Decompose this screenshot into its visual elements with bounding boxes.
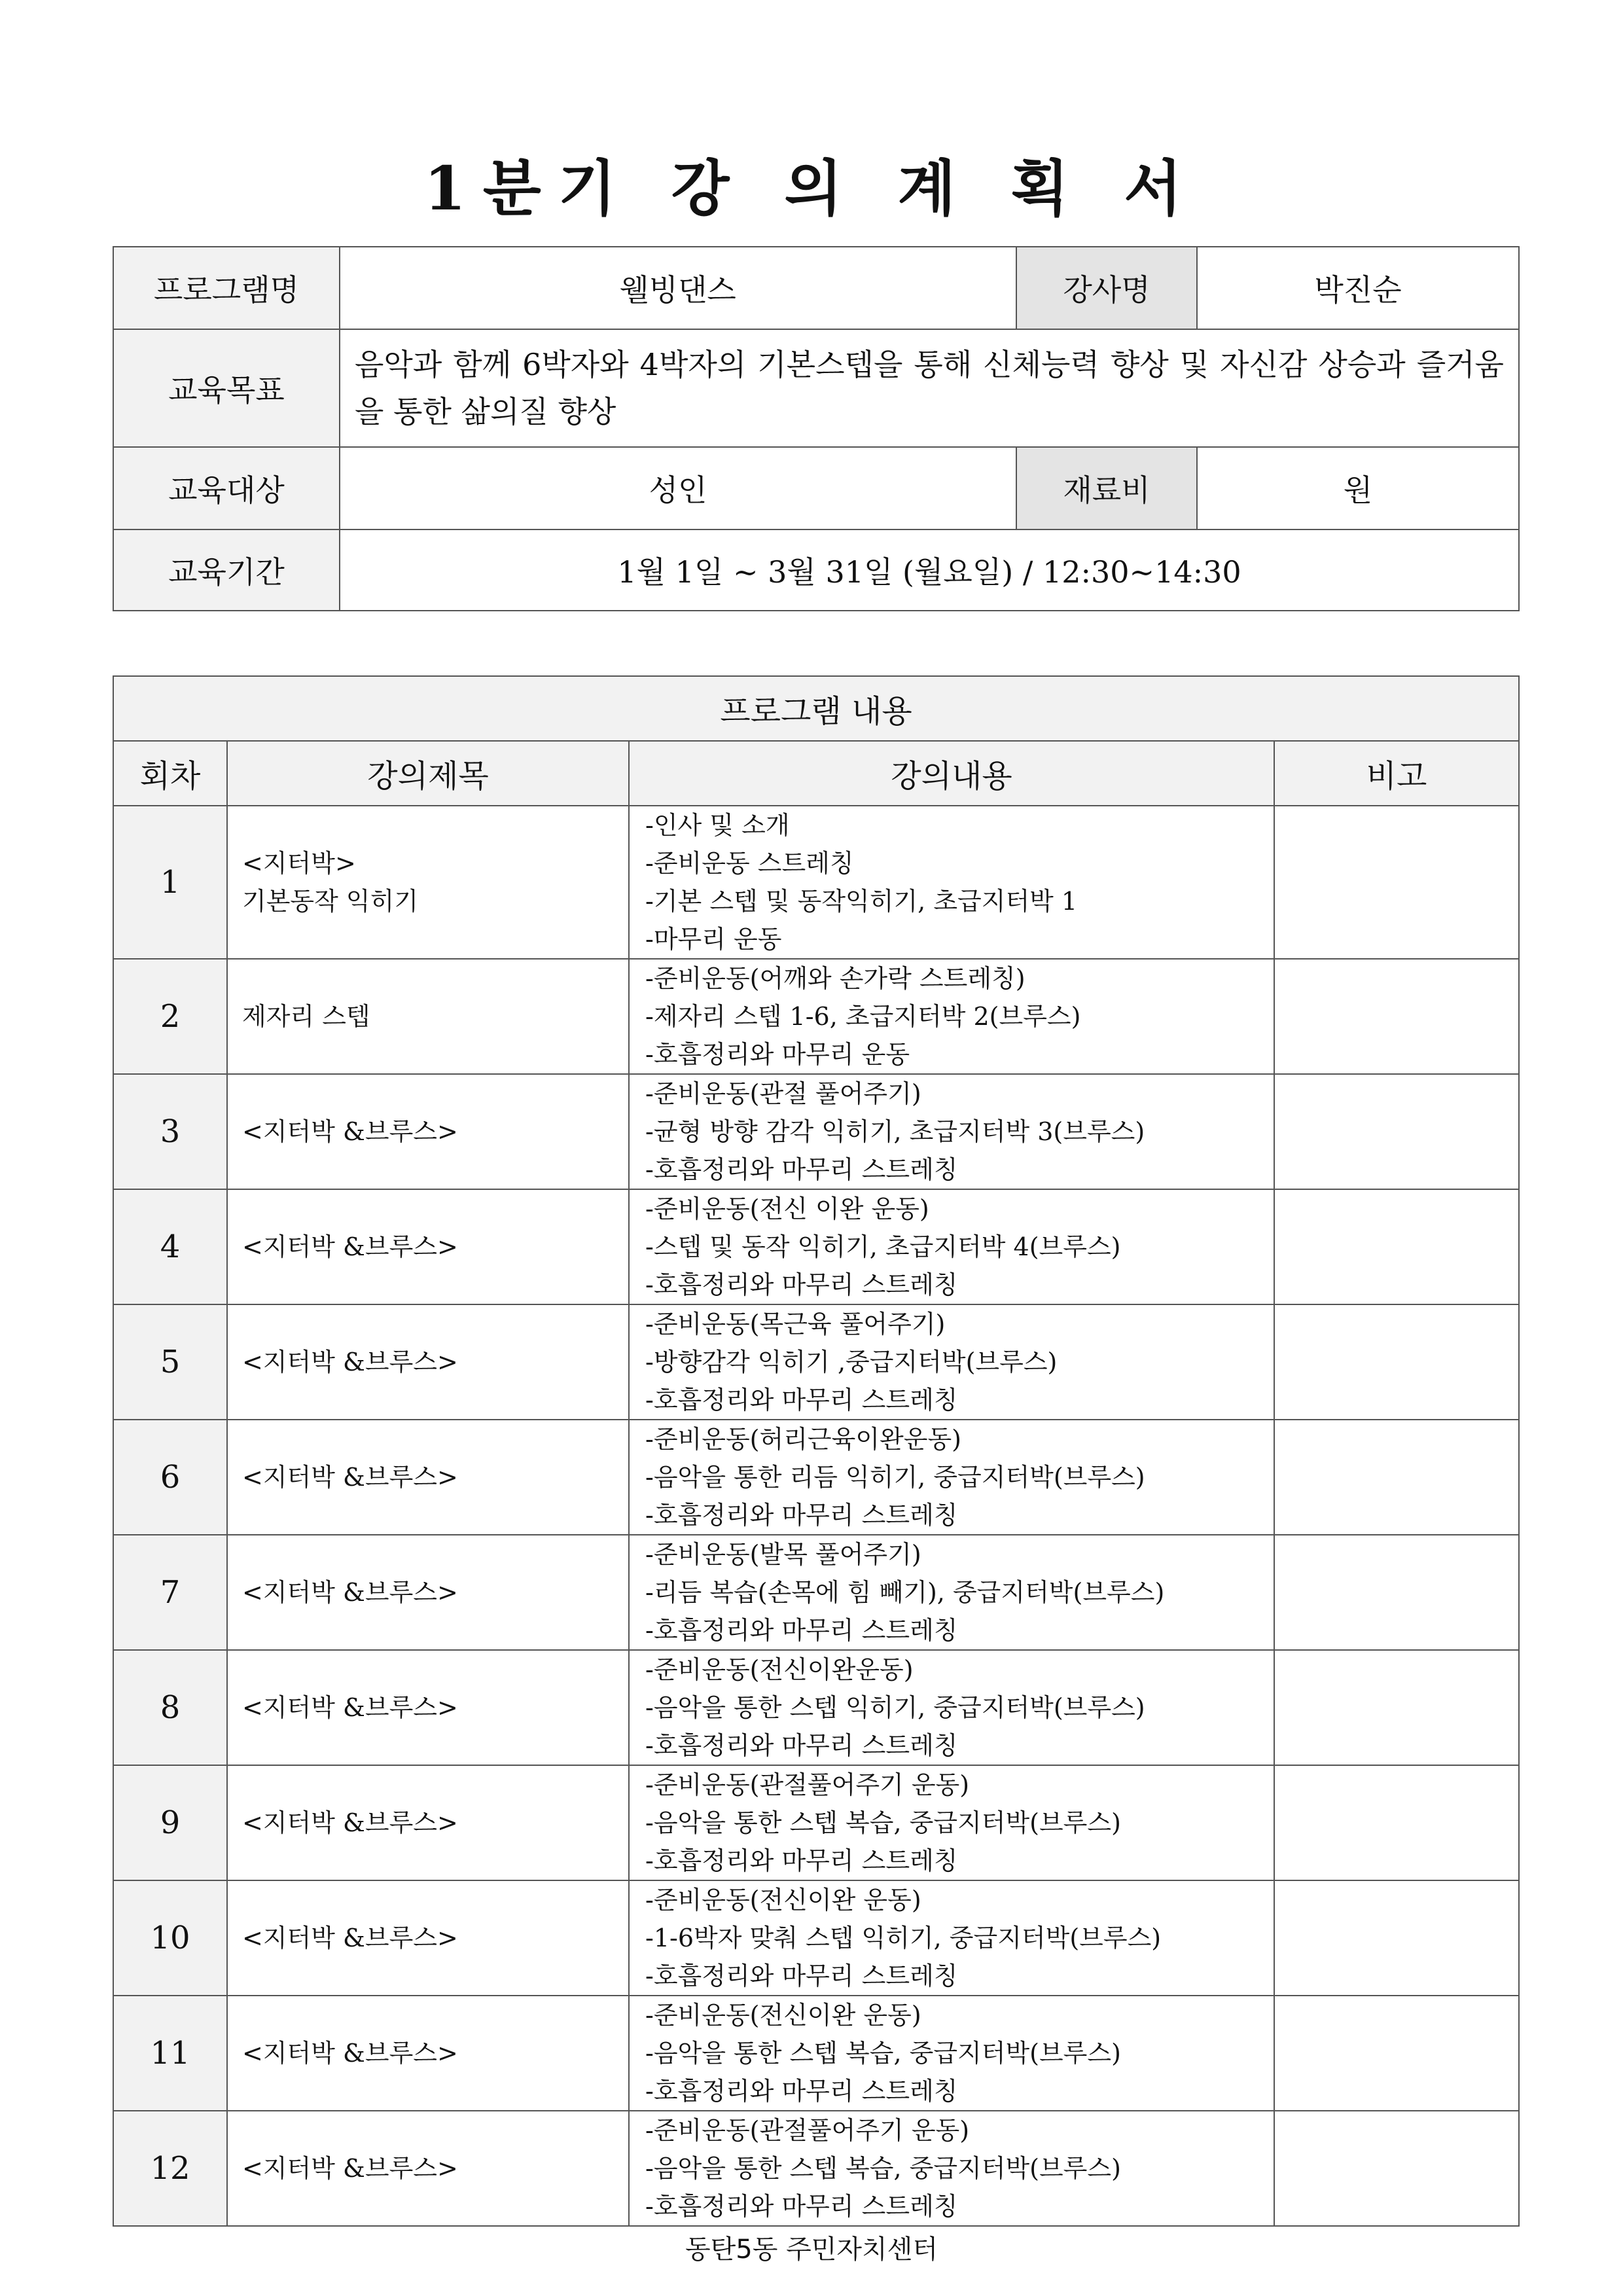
goal-label: 교육목표 — [113, 329, 340, 447]
lecture-content-line: -1-6박자 맞춰 스텝 익히기, 중급지터박(브루스) — [645, 1924, 1162, 1952]
lecture-content-line: -호흡정리와 마무리 스트레칭 — [645, 1155, 958, 1184]
lecture-title-line: <지터박 &브루스> — [242, 1232, 458, 1261]
fee-value: 원 — [1197, 447, 1519, 529]
lecture-content-line: -준비운동(전신이완운동) — [645, 1655, 914, 1684]
lecture-content-line: -준비운동(관절풀어주기 운동) — [645, 2116, 970, 2145]
lecture-content-line: -스텝 및 동작 익히기, 초급지터박 4(브루스) — [645, 1232, 1121, 1261]
lecture-content-line: -호흡정리와 마무리 스트레칭 — [645, 2077, 958, 2106]
lecture-title-line: <지터박 &브루스> — [242, 1693, 458, 1722]
lecture-title — [227, 2111, 629, 2226]
lecture-content — [629, 1996, 1274, 2111]
lecture-content — [629, 1880, 1274, 1996]
target-value: 성인 — [340, 447, 1016, 529]
remark-cell — [1274, 806, 1519, 959]
lecture-content-line: -제자리 스텝 1-6, 초급지터박 2(브루스) — [645, 1002, 1081, 1031]
lecture-content-line: -호흡정리와 마무리 스트레칭 — [645, 1501, 958, 1530]
lecture-title — [227, 806, 629, 959]
lecture-content-line: -기본 스텝 및 동작익히기, 초급지터박 1 — [645, 887, 1078, 916]
header-lecture-title: 강의제목 — [227, 741, 629, 806]
instructor-value: 박진순 — [1197, 247, 1519, 329]
lecture-content-line: -음악을 통한 스텝 복습, 중급지터박(브루스) — [645, 2039, 1121, 2068]
schedule-table — [113, 675, 1520, 2227]
header-lecture-content: 강의내용 — [629, 741, 1274, 806]
lecture-title — [227, 1535, 629, 1650]
session-number: 2 — [113, 959, 227, 1074]
footer-organization: 동탄5동 주민자치센터 — [685, 2234, 938, 2265]
lecture-title-line: 제자리 스텝 — [242, 1002, 370, 1031]
lecture-content-line: -호흡정리와 마무리 스트레칭 — [645, 1386, 958, 1414]
lecture-title — [227, 1189, 629, 1304]
lecture-content-line: -준비운동(허리근육이완운동) — [645, 1425, 961, 1454]
lecture-content-line: -준비운동(관절 풀어주기) — [645, 1079, 921, 1108]
lecture-content-line: -준비운동(어깨와 손가락 스트레칭) — [645, 964, 1026, 993]
lecture-content-line: -준비운동(전신이완 운동) — [645, 1886, 921, 1914]
lecture-title-line: <지터박 &브루스> — [242, 1924, 458, 1952]
lecture-title-line: <지터박> — [242, 849, 356, 878]
instructor-label: 강사명 — [1016, 247, 1197, 329]
schedule-row — [113, 1304, 1519, 1420]
remark-cell — [1274, 1074, 1519, 1189]
lecture-content — [629, 959, 1274, 1074]
remark-cell — [1274, 1765, 1519, 1880]
lecture-content-line: -음악을 통한 스텝 복습, 중급지터박(브루스) — [645, 2154, 1121, 2183]
lecture-title — [227, 1996, 629, 2111]
lecture-content-line: -호흡정리와 마무리 스트레칭 — [645, 1846, 958, 1875]
session-number: 9 — [113, 1765, 227, 1880]
lecture-content-line: -준비운동(발목 풀어주기) — [645, 1540, 921, 1569]
schedule-row — [113, 1074, 1519, 1189]
remark-cell — [1274, 1880, 1519, 1996]
session-number: 6 — [113, 1420, 227, 1535]
lecture-title — [227, 1304, 629, 1420]
info-table — [113, 246, 1520, 611]
remark-cell — [1274, 1650, 1519, 1765]
session-number: 5 — [113, 1304, 227, 1420]
lecture-content-line: -인사 및 소개 — [645, 811, 790, 840]
session-number: 8 — [113, 1650, 227, 1765]
schedule-section-title: 프로그램 내용 — [113, 676, 1519, 741]
lecture-content — [629, 1765, 1274, 1880]
schedule-row — [113, 2111, 1519, 2226]
lecture-content-line: -준비운동(전신이완 운동) — [645, 2001, 921, 2030]
lecture-content — [629, 1074, 1274, 1189]
lecture-content-line: -호흡정리와 마무리 스트레칭 — [645, 1962, 958, 1990]
session-number: 10 — [113, 1880, 227, 1996]
lecture-title — [227, 1765, 629, 1880]
lecture-title-line: <지터박 &브루스> — [242, 1117, 458, 1146]
schedule-row — [113, 1765, 1519, 1880]
period-value: 1월 1일 ~ 3월 31일 (월요일) / 12:30~14:30 — [340, 529, 1519, 611]
program-name-label: 프로그램명 — [113, 247, 340, 329]
remark-cell — [1274, 1304, 1519, 1420]
lecture-content — [629, 1189, 1274, 1304]
header-remarks: 비고 — [1274, 741, 1519, 806]
header-session: 회차 — [113, 741, 227, 806]
lecture-title-line: <지터박 &브루스> — [242, 1808, 458, 1837]
schedule-row — [113, 1996, 1519, 2111]
lecture-title — [227, 959, 629, 1074]
period-label: 교육기간 — [113, 529, 340, 611]
lecture-content-line: -호흡정리와 마무리 스트레칭 — [645, 1616, 958, 1645]
document-title: 1분기 강 의 계 획 서 — [423, 153, 1200, 224]
schedule-row — [113, 1880, 1519, 1996]
lecture-title — [227, 1074, 629, 1189]
lecture-content-line: -준비운동(관절풀어주기 운동) — [645, 1770, 970, 1799]
lecture-content-line: -준비운동 스트레칭 — [645, 849, 854, 878]
lecture-content-line: -균형 방향 감각 익히기, 초급지터박 3(브루스) — [645, 1117, 1145, 1146]
session-number: 3 — [113, 1074, 227, 1189]
lecture-title-line: 기본동작 익히기 — [242, 887, 419, 916]
target-label: 교육대상 — [113, 447, 340, 529]
lecture-content — [629, 1420, 1274, 1535]
program-name-value: 웰빙댄스 — [340, 247, 1016, 329]
remark-cell — [1274, 959, 1519, 1074]
session-number: 12 — [113, 2111, 227, 2226]
lecture-content-line: -호흡정리와 마무리 운동 — [645, 1040, 910, 1069]
remark-cell — [1274, 1996, 1519, 2111]
lecture-content — [629, 1535, 1274, 1650]
lecture-title-line: <지터박 &브루스> — [242, 1463, 458, 1492]
lecture-title — [227, 1880, 629, 1996]
session-number: 7 — [113, 1535, 227, 1650]
session-number: 1 — [113, 806, 227, 959]
schedule-row — [113, 806, 1519, 959]
lecture-content — [629, 1650, 1274, 1765]
lecture-content-line: -준비운동(목근육 풀어주기) — [645, 1310, 946, 1338]
lecture-title-line: <지터박 &브루스> — [242, 1348, 458, 1376]
lecture-content — [629, 2111, 1274, 2226]
lecture-content-line: -호흡정리와 마무리 스트레칭 — [645, 1731, 958, 1760]
lecture-content-line: -호흡정리와 마무리 스트레칭 — [645, 1270, 958, 1299]
lecture-title — [227, 1420, 629, 1535]
goal-value: 음악과 함께 6박자와 4박자의 기본스텝을 통해 신체능력 향상 및 자신감 상승과 즐거움을 통한 삶의질 향상 — [340, 329, 1519, 447]
remark-cell — [1274, 1420, 1519, 1535]
lecture-title-line: <지터박 &브루스> — [242, 2039, 458, 2068]
session-number: 4 — [113, 1189, 227, 1304]
lecture-title-line: <지터박 &브루스> — [242, 1578, 458, 1607]
remark-cell — [1274, 2111, 1519, 2226]
session-number: 11 — [113, 1996, 227, 2111]
remark-cell — [1274, 1189, 1519, 1304]
lecture-content — [629, 806, 1274, 959]
lecture-content-line: -음악을 통한 스텝 익히기, 중급지터박(브루스) — [645, 1693, 1145, 1722]
lecture-content-line: -준비운동(전신 이완 운동) — [645, 1194, 929, 1223]
lecture-content-line: -마무리 운동 — [645, 925, 782, 954]
fee-label: 재료비 — [1016, 447, 1197, 529]
schedule-row — [113, 1650, 1519, 1765]
lecture-content — [629, 1304, 1274, 1420]
lecture-content-line: -방향감각 익히기 ,중급지터박(브루스) — [645, 1348, 1058, 1376]
lecture-title — [227, 1650, 629, 1765]
remark-cell — [1274, 1535, 1519, 1650]
schedule-row — [113, 1189, 1519, 1304]
schedule-row — [113, 959, 1519, 1074]
schedule-row — [113, 1535, 1519, 1650]
lecture-content-line: -음악을 통한 리듬 익히기, 중급지터박(브루스) — [645, 1463, 1145, 1492]
lecture-title-line: <지터박 &브루스> — [242, 2154, 458, 2183]
schedule-row — [113, 1420, 1519, 1535]
lecture-content-line: -리듬 복습(손목에 힘 빼기), 중급지터박(브루스) — [645, 1578, 1165, 1607]
lecture-content-line: -음악을 통한 스텝 복습, 중급지터박(브루스) — [645, 1808, 1121, 1837]
lecture-content-line: -호흡정리와 마무리 스트레칭 — [645, 2192, 958, 2221]
